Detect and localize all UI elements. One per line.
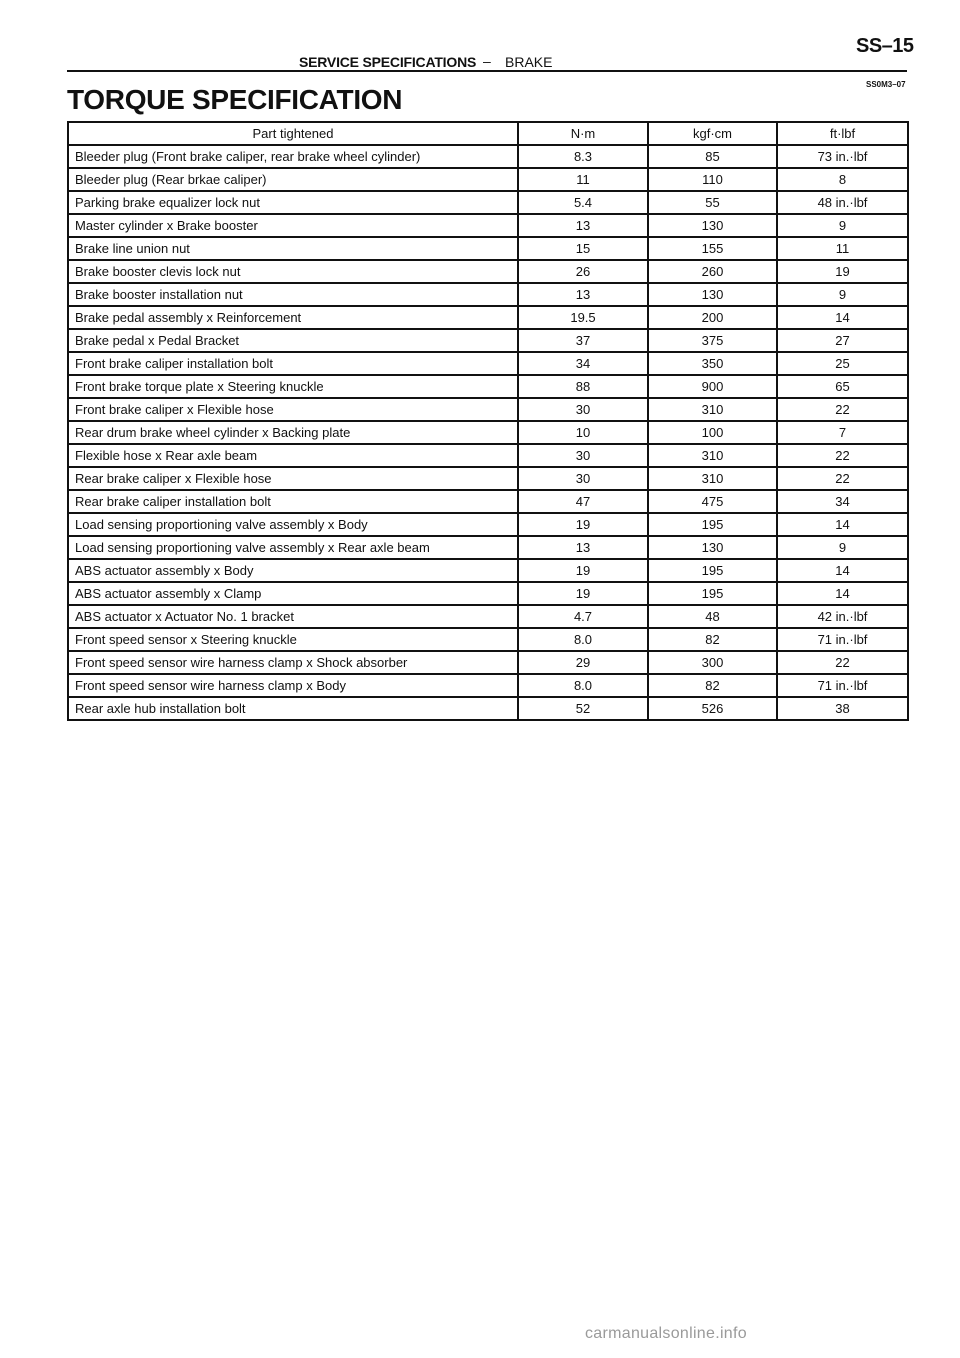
kgfcm-cell: 375 (648, 329, 777, 352)
table-row (68, 513, 908, 536)
nm-cell: 19 (518, 582, 648, 605)
table-body (68, 145, 908, 720)
part-cell: Rear drum brake wheel cylinder x Backing plate (68, 421, 518, 444)
table-row (68, 674, 908, 697)
ftlbf-cell: 25 (777, 352, 908, 375)
nm-cell: 30 (518, 467, 648, 490)
part-cell: Front brake caliper x Flexible hose (68, 398, 518, 421)
table-row (68, 145, 908, 168)
table-row (68, 444, 908, 467)
part-cell: Rear brake caliper x Flexible hose (68, 467, 518, 490)
ftlbf-cell: 22 (777, 651, 908, 674)
table-row (68, 375, 908, 398)
nm-cell: 15 (518, 237, 648, 260)
part-cell: Brake pedal x Pedal Bracket (68, 329, 518, 352)
column-header-ftlbf: ft·lbf (777, 122, 908, 145)
kgfcm-cell: 350 (648, 352, 777, 375)
ftlbf-cell: 71 in.·lbf (777, 674, 908, 697)
header-rule (67, 70, 907, 72)
nm-cell: 26 (518, 260, 648, 283)
ftlbf-cell: 14 (777, 513, 908, 536)
part-cell: Brake booster clevis lock nut (68, 260, 518, 283)
table-row (68, 398, 908, 421)
kgfcm-cell: 310 (648, 444, 777, 467)
part-cell: ABS actuator assembly x Body (68, 559, 518, 582)
ftlbf-cell: 48 in.·lbf (777, 191, 908, 214)
kgfcm-cell: 130 (648, 536, 777, 559)
part-cell: Brake booster installation nut (68, 283, 518, 306)
table-row (68, 306, 908, 329)
column-header-part: Part tightened (68, 122, 518, 145)
kgfcm-cell: 55 (648, 191, 777, 214)
column-header-nm: N·m (518, 122, 648, 145)
kgfcm-cell: 110 (648, 168, 777, 191)
nm-cell: 19 (518, 513, 648, 536)
part-cell: Master cylinder x Brake booster (68, 214, 518, 237)
table-row (68, 582, 908, 605)
part-cell: Parking brake equalizer lock nut (68, 191, 518, 214)
header-section-title: SERVICE SPECIFICATIONS (299, 54, 477, 70)
nm-cell: 19 (518, 559, 648, 582)
kgfcm-cell: 195 (648, 559, 777, 582)
ftlbf-cell: 22 (777, 398, 908, 421)
nm-cell: 47 (518, 490, 648, 513)
ftlbf-cell: 9 (777, 536, 908, 559)
part-cell: Front speed sensor wire harness clamp x Body (68, 674, 518, 697)
ftlbf-cell: 7 (777, 421, 908, 444)
ftlbf-cell: 71 in.·lbf (777, 628, 908, 651)
part-cell: Front speed sensor x Steering knuckle (68, 628, 518, 651)
ftlbf-cell: 8 (777, 168, 908, 191)
nm-cell: 8.0 (518, 674, 648, 697)
kgfcm-cell: 900 (648, 375, 777, 398)
nm-cell: 88 (518, 375, 648, 398)
table-row (68, 467, 908, 490)
table-row (68, 697, 908, 720)
ftlbf-cell: 19 (777, 260, 908, 283)
table-row (68, 651, 908, 674)
part-cell: Brake line union nut (68, 237, 518, 260)
ftlbf-cell: 9 (777, 214, 908, 237)
table-row (68, 605, 908, 628)
nm-cell: 30 (518, 444, 648, 467)
table-row (68, 329, 908, 352)
part-cell: ABS actuator assembly x Clamp (68, 582, 518, 605)
part-cell: Load sensing proportioning valve assembly x Rear axle beam (68, 536, 518, 559)
table-row (68, 237, 908, 260)
table-row (68, 559, 908, 582)
part-cell: Front brake caliper installation bolt (68, 352, 518, 375)
ftlbf-cell: 9 (777, 283, 908, 306)
table-row (68, 421, 908, 444)
nm-cell: 8.0 (518, 628, 648, 651)
part-cell: Load sensing proportioning valve assembly x Body (68, 513, 518, 536)
part-cell: Brake pedal assembly x Reinforcement (68, 306, 518, 329)
kgfcm-cell: 200 (648, 306, 777, 329)
nm-cell: 13 (518, 283, 648, 306)
column-header-kgfcm: kgf·cm (648, 122, 777, 145)
kgfcm-cell: 475 (648, 490, 777, 513)
part-cell: Front speed sensor wire harness clamp x Shock absorber (68, 651, 518, 674)
kgfcm-cell: 48 (648, 605, 777, 628)
kgfcm-cell: 300 (648, 651, 777, 674)
nm-cell: 30 (518, 398, 648, 421)
ftlbf-cell: 14 (777, 582, 908, 605)
part-cell: Rear axle hub installation bolt (68, 697, 518, 720)
table-row (68, 283, 908, 306)
kgfcm-cell: 82 (648, 628, 777, 651)
table-row (68, 352, 908, 375)
nm-cell: 34 (518, 352, 648, 375)
ftlbf-cell: 22 (777, 444, 908, 467)
header-topic: BRAKE (505, 54, 553, 70)
torque-spec-table (67, 121, 909, 721)
table-row (68, 536, 908, 559)
kgfcm-cell: 100 (648, 421, 777, 444)
ftlbf-cell: 73 in.·lbf (777, 145, 908, 168)
page-title: TORQUE SPECIFICATION (67, 84, 403, 115)
kgfcm-cell: 130 (648, 283, 777, 306)
kgfcm-cell: 310 (648, 398, 777, 421)
ftlbf-cell: 14 (777, 559, 908, 582)
nm-cell: 5.4 (518, 191, 648, 214)
kgfcm-cell: 260 (648, 260, 777, 283)
kgfcm-cell: 82 (648, 674, 777, 697)
table-row (68, 628, 908, 651)
nm-cell: 29 (518, 651, 648, 674)
part-cell: Bleeder plug (Rear brkae caliper) (68, 168, 518, 191)
kgfcm-cell: 310 (648, 467, 777, 490)
ftlbf-cell: 42 in.·lbf (777, 605, 908, 628)
kgfcm-cell: 155 (648, 237, 777, 260)
nm-cell: 13 (518, 536, 648, 559)
table-row (68, 168, 908, 191)
table-row (68, 490, 908, 513)
kgfcm-cell: 526 (648, 697, 777, 720)
nm-cell: 13 (518, 214, 648, 237)
ftlbf-cell: 27 (777, 329, 908, 352)
nm-cell: 4.7 (518, 605, 648, 628)
part-cell: Rear brake caliper installation bolt (68, 490, 518, 513)
part-cell: Front brake torque plate x Steering knuckle (68, 375, 518, 398)
part-cell: Flexible hose x Rear axle beam (68, 444, 518, 467)
nm-cell: 11 (518, 168, 648, 191)
nm-cell: 52 (518, 697, 648, 720)
ftlbf-cell: 65 (777, 375, 908, 398)
table-header-row (68, 122, 908, 145)
ftlbf-cell: 14 (777, 306, 908, 329)
ftlbf-cell: 11 (777, 237, 908, 260)
ftlbf-cell: 34 (777, 490, 908, 513)
table-row (68, 214, 908, 237)
nm-cell: 37 (518, 329, 648, 352)
nm-cell: 8.3 (518, 145, 648, 168)
nm-cell: 10 (518, 421, 648, 444)
page-code: SS–15 (856, 35, 914, 57)
nm-cell: 19.5 (518, 306, 648, 329)
kgfcm-cell: 195 (648, 513, 777, 536)
kgfcm-cell: 85 (648, 145, 777, 168)
watermark: carmanualsonline.info (585, 1325, 747, 1342)
ftlbf-cell: 38 (777, 697, 908, 720)
table-row (68, 191, 908, 214)
part-cell: Bleeder plug (Front brake caliper, rear brake wheel cylinder) (68, 145, 518, 168)
kgfcm-cell: 195 (648, 582, 777, 605)
doc-id: SS0M3–07 (866, 80, 906, 89)
part-cell: ABS actuator x Actuator No. 1 bracket (68, 605, 518, 628)
kgfcm-cell: 130 (648, 214, 777, 237)
header-separator: – (483, 53, 491, 69)
ftlbf-cell: 22 (777, 467, 908, 490)
table-row (68, 260, 908, 283)
